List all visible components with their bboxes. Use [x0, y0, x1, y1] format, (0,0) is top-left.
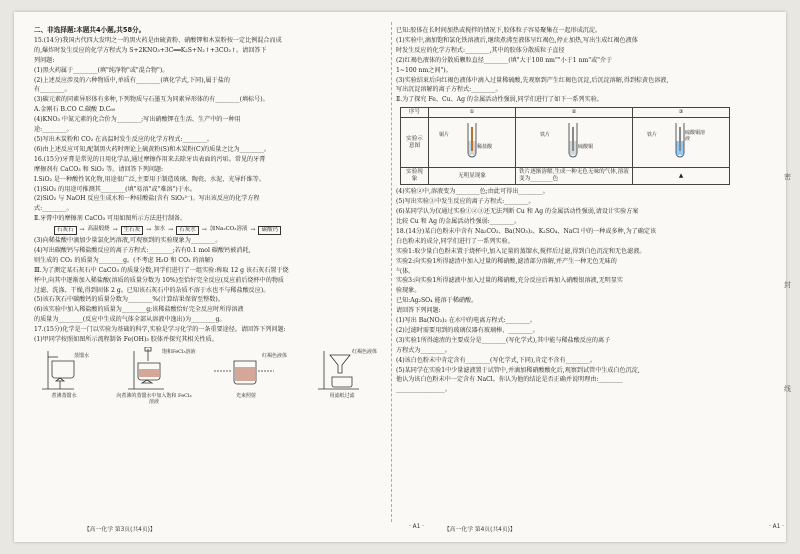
caco3-flow-diagram — [54, 225, 389, 235]
label-cuso4-solution: 硫酸铜溶液 — [685, 130, 706, 143]
text-line: 的,爆炸时发生反应的化学方程式为 S+2KNO₃+3C══K₂S+N₂↑+3CO₂↑。请回答下 — [34, 46, 267, 54]
flow-caco3: 碳酸钙 — [258, 226, 281, 235]
text-line: (4)写出碳酸钙与稀盐酸反应的离子方程式:________;若有0.1 mol 碳酸钙被消耗, — [34, 246, 251, 254]
text-line: (5)写出实验③中发生反应的离子方程式:________。 — [396, 198, 535, 206]
table-row — [401, 168, 730, 185]
margin-mark-line: 线 — [784, 385, 791, 393]
flow-step-calcine: 高温煅烧 — [87, 226, 110, 233]
flow-limestone: 石灰石 — [54, 226, 77, 235]
text-line: (2)SiO₂ 与 NaOH 反应生成水和一种硅酸盐(含有 SiO₃²⁻)。写出该反应的化学方程 — [34, 195, 260, 203]
flow-step-water: 加水 — [154, 226, 166, 233]
text-line: (1)SiO₂ 的用途可推测其________(填"易溶"或"难溶")于水。 — [34, 185, 196, 193]
paper-code: · A1 · — [408, 524, 424, 530]
text-line: 实验2:向实验1所得滤渣中加入过量的稀硝酸,滤渣部分溶解,并产生一种无色无味的 — [396, 257, 617, 265]
text-line: 杯中,向其中逐渐加入稀盐酸(溶质的质量分数为 10%)至恰好完全反应(反应前后烧杯中的物质 — [34, 276, 285, 284]
arrow-icon: → — [201, 226, 207, 234]
page-left — [34, 26, 389, 409]
text-line: (1)黑火药属于________(填"纯净物"或"混合物")。 — [34, 66, 169, 74]
col-header: 序号 — [401, 108, 429, 118]
test-tube-icon — [519, 119, 629, 163]
text-line: 时发生反应的化学方程式:________,其中的胶体分散质粒子直径 — [396, 46, 565, 54]
paper-code: · A1 · — [768, 524, 784, 530]
row-label: 实验示意图 — [401, 118, 429, 168]
text-line: (2)过滤时需要用到的玻璃仪器有玻璃棒、________。 — [396, 326, 539, 334]
right-lines — [396, 26, 751, 105]
exam-sheet — [14, 12, 791, 542]
text-line: 气体。 — [396, 267, 415, 275]
col-header: ① — [429, 108, 516, 118]
text-line: (3)实验1所得滤渣的主要成分是________(写化学式),其中能与稀盐酸反应的离子 — [396, 336, 611, 344]
footer-left — [84, 524, 424, 533]
text-line: (1)甲同学按照如图所示流程制备 Fe(OH)₃ 胶体并探究其相关性质。 — [34, 336, 218, 344]
text-line: 已知:Ag₂SO₄ 能溶于稀硝酸。 — [396, 297, 478, 305]
text-line: Ⅱ.为了探究 Fe、Cu、Ag 的金属活动性强弱,同学们进行了如下一系列实验。 — [396, 96, 603, 104]
text-line: 过滤、洗涤、干燥,得到固体 2 g。已知该石灰石中的杂质不溶于水也不与稀盐酸反应)。 — [34, 286, 270, 294]
text-line: A.金刚石 B.CO C.碳酸 D.C₆₀ — [34, 106, 116, 114]
label-red-brown-liquid-2: 红褐色液体 — [352, 349, 378, 355]
text-line: 白色粉末的成分,同学们进行了一系列实验。 — [396, 237, 514, 245]
observation-3: ▲ — [633, 168, 730, 185]
page-number-4: 【高一化学 第4页(共4页)】 — [444, 527, 516, 533]
flow-step-na2co3: 加Na₂CO₃溶液 — [209, 226, 248, 233]
page-right — [396, 26, 751, 395]
text-line: 途:________。 — [34, 126, 73, 134]
flow-limewater: 石灰水 — [176, 226, 199, 235]
table-row — [401, 118, 730, 168]
text-line: (2)红褐色液体的分散质颗粒直径________(填"大于100 nm""小于1 nm"或"介于 — [396, 56, 613, 64]
text-line: (5)某同学在实验1中少量滤液置于试管中,并滴加稀硝酸酸化后,观察到试管中生成白色沉淀, — [396, 366, 640, 374]
text-line: (4)KNO₃ 中氮元素的化合价为________;写出硝酸钾在生活、生产中的一种用 — [34, 116, 241, 124]
margin-mark-seal: 密 — [784, 173, 791, 181]
text-line: 验现象。 — [396, 287, 421, 295]
text-line: (1)实验中,滴加饱和氯化铁溶液后,继续煮沸至液体呈红褐色,停止加热,写出生成红褐色液体 — [396, 36, 638, 44]
text-line: Ⅱ.牙膏中的摩擦剂 CaCO₃ 可用如图所示方法进行制备。 — [34, 215, 187, 223]
label-cuso4: 硫酸铜 — [578, 144, 594, 151]
col-header: ② — [516, 108, 633, 118]
text-line: 请回答下列问题: — [396, 307, 441, 315]
text-line: (5)写出木炭粉和 CO₂ 在高温时发生反应的化学方程式:________。 — [34, 135, 214, 143]
page-divider — [391, 22, 392, 522]
text-line: 式:________。 — [34, 205, 73, 213]
text-line: 方程式为________。 — [396, 346, 451, 354]
tube-diagram-1 — [429, 118, 516, 168]
caption-add-fecl3: 向煮沸的蒸馏水中加入饱和 FeCl₃ 溶液 — [116, 393, 192, 405]
text-line: 1~100 nm之间")。 — [396, 66, 452, 74]
test-tube-icon — [636, 119, 726, 163]
text-line: 比较 Cu 和 Ag 的金属活动性强弱:________。 — [396, 217, 521, 225]
label-dilute-hcl: 稀盐酸 — [477, 144, 493, 151]
text-line: 实验1:取少量白色粉末置于烧杯中,加入足量的蒸馏水,搅拌后过滤,得到白色沉淀和无色滤液。 — [396, 247, 646, 255]
text-line: 写出沉淀溶解的离子方程式:________。 — [396, 86, 502, 94]
caption-filter: 用滤纸过滤 — [329, 393, 355, 399]
text-line: 16.(15分)牙膏是常见的日用化学品,通过摩擦作用来去除牙齿表面的污垢。常见的牙膏 — [34, 155, 266, 163]
arrow-icon: → — [112, 226, 118, 234]
text-line: (6)某同学认为仅通过实验①②③还无法判断 Cu 和 Ag 的金属活动性强弱,请设计实验方案 — [396, 208, 639, 216]
text-line: Ⅰ.SiO₂ 是一种酸性氧化物,用途很广泛,主要用于制造玻璃、陶瓷、水泥、光导纤维等。 — [34, 175, 265, 183]
left-lines — [34, 36, 389, 224]
arrow-icon: → — [250, 226, 256, 234]
text-line: 15.(14分)我国古代四大发明之一的黑火药是由硫黄粉、硝酸钾和木炭粉按一定比例混合而成 — [34, 36, 282, 44]
text-line: (4)实验②中,溶液变为________色;由此可得出________。 — [396, 188, 549, 196]
text-line: (4)该白色粉末中肯定含有________(写化学式,下同),肯定不含有________。 — [396, 356, 597, 364]
page-number-3: 【高一化学 第3页(共4页)】 — [84, 527, 156, 533]
arrow-icon: → — [79, 226, 85, 234]
col-header: ③ — [633, 108, 730, 118]
text-line: (3)碳元素的同素异形体有多种,下列物质与石墨互为同素异形体的有________(填标号)。 — [34, 96, 269, 104]
arrow-icon: → — [146, 226, 152, 234]
text-line: 列问题: — [34, 56, 55, 64]
tube-diagram-2 — [516, 118, 633, 168]
margin-mark-close: 封 — [784, 281, 791, 289]
text-line: (2)上述反应涉及的六种物质中,单质有________(填化学式,下同),属于盐的 — [34, 76, 230, 84]
text-line: (3)实验结束后向红褐色液体中滴入过量稀硫酸,先观察到产生红褐色沉淀,后沉淀溶解,得到棕黄色溶液, — [396, 76, 669, 84]
section-title: 二、非选择题:本题共4小题,共58分。 — [34, 26, 146, 34]
text-line: (5)该石灰石中碳酸钙的质量分数为________%(计算结果保留至整数)。 — [34, 296, 224, 304]
observation-1: 无明显现象 — [429, 168, 516, 185]
text-line: (1)写出 Ba(NO₃)₂ 在水中的电离方程式:________。 — [396, 317, 537, 325]
label-iron: 铁片 — [540, 132, 551, 139]
text-line: 有________。 — [34, 86, 71, 94]
text-line: 的质量为________(反应中生成的气体全部从溶液中逸出)为________g。 — [34, 316, 226, 324]
text-line: 则生成的 CO₂ 的质量为________g。(不考虑 H₂O 和 CO₂ 的溶解) — [34, 256, 214, 264]
row-label: 实验现象 — [401, 168, 429, 185]
label-copper: 铜片 — [439, 132, 450, 139]
text-line: 17.(15分)化学是一门以实验为基础的科学,实验是学习化学的一条重要途径。请回答下列问题: — [34, 326, 286, 334]
fe-oh3-colloid-diagram — [34, 347, 389, 407]
footer-right — [444, 524, 784, 533]
text-line: Ⅲ.为了测定某石灰石中 CaCO₃ 的质量分数,同学们进行了一组实验:称取 12 g 该石灰石置于烧 — [34, 266, 289, 274]
text-line: (3)向稀盐酸中滴加少量氯化钙溶液,可观察到的实验现象为________。 — [34, 237, 222, 245]
arrow-icon: → — [168, 226, 174, 234]
label-iron-2: 铁片 — [647, 132, 658, 139]
label-distilled-water: 蒸馏水 — [74, 353, 90, 359]
label-red-brown-liquid: 红褐色液体 — [262, 353, 288, 359]
caption-boil-water: 煮沸蒸馏水 — [51, 393, 77, 399]
text-line: (6)由上述反应可知,配制黑火药时理论上硫黄粉(S)和木炭粉(C)的质量之比为________。 — [34, 145, 271, 153]
right-lines-2 — [396, 187, 751, 395]
observation-2: 铁片逐渐溶解,生成一种无色无味的气体,溶液变为________色 — [516, 168, 633, 185]
text-line: 18.(14分)某白色粉末中含有 Na₂CO₃、Ba(NO₃)₂、K₂SO₄、NaCl 中的一种或多种,为了确定该 — [396, 227, 657, 235]
text-line: 他认为该白色粉末中一定含有 NaCl。你认为他的结论是否正确并说明理由:________ — [396, 376, 623, 384]
table-header-row — [401, 108, 730, 118]
text-line: ________________。 — [396, 386, 451, 394]
text-line: (6)该实验中加入稀盐酸的质量为________g;该稀盐酸恰好完全反应时所得溶液 — [34, 306, 244, 314]
flow-quicklime: 生石灰 — [121, 226, 144, 235]
experiment-table — [400, 107, 730, 185]
test-tube-icon — [432, 119, 512, 163]
tube-diagram-3 — [633, 118, 730, 168]
caption-light-beam: 光束照射 — [235, 393, 256, 399]
text-line: 摩擦剂有 CaCO₃ 和 SiO₂ 等。请回答下列问题: — [34, 165, 164, 173]
left-lines-2 — [34, 236, 389, 345]
text-line: 已知:胶体在长时间加热或搅拌的情况下,胶体粒子容易聚集在一起形成沉淀。 — [396, 27, 602, 34]
text-line: 实验3:向实验1所得滤液中加入过量的稀硝酸,充分反应后再加入硝酸银溶液,无明显实 — [396, 277, 623, 285]
label-fecl3: 饱和FeCl₃溶液 — [162, 349, 196, 355]
